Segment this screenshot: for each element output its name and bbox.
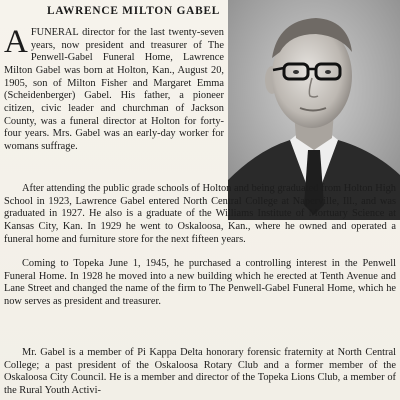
paragraph-1 <box>4 24 224 154</box>
first-paragraph-column <box>4 24 224 154</box>
paragraph-2-block <box>4 183 396 246</box>
paragraph-3: Coming to Topeka June 1, 1945, he purchased a controlling interest in the Penwell Funeral Home. In 1928 he moved into a new building which he erected at Tenth Avenue and Lane Street and changed the name of the firm to The Penwell-Gabel Funeral Home, which he now serves as president and treasurer. <box>4 258 396 307</box>
paragraph-2: After attending the public grade schools of Holton and being graduated from Holton High School in 1923, Lawrence Gabel entered North Central College at Naperville, Ill., and was graduated in 1927. He also is a graduate of the Williams Institute of Mortuary Science at Kansas City, Kan. In 1929 he went to Oskaloosa, Kan., where he owned and operated a funeral home and furniture store for the next fifteen years. <box>4 183 396 245</box>
page-title: LAWRENCE MILTON GABEL <box>47 5 221 17</box>
paragraph-3-block <box>4 258 396 309</box>
drop-cap: A <box>4 24 28 60</box>
paragraph-4: Mr. Gabel is a member of Pi Kappa Delta honorary forensic fraternity at North Central College; a past president of the Oskaloosa Rotary Club and a former member of the Oskaloosa City Council. He is a member and director of the Topeka Lions Club, a member of the Rural Youth Activi- <box>4 347 396 396</box>
paragraph-1-text: FUNERAL director for the last twenty-seven years, now president and treasurer of The Penwell-Gabel Funeral Home, Lawrence Milton Gabel was born at Holton, Kan., August 20, 1905, son of Milton Fisher and Margaret Emma (Scheidenberger) Gabel. His father, a pioneer citizen, civic leader and churchman of Jackson County, was a funeral director at Holton for forty-four years. Mrs. Gabel was an early-day worker for womans suffrage. <box>4 27 224 152</box>
paragraph-4-block <box>4 347 396 398</box>
